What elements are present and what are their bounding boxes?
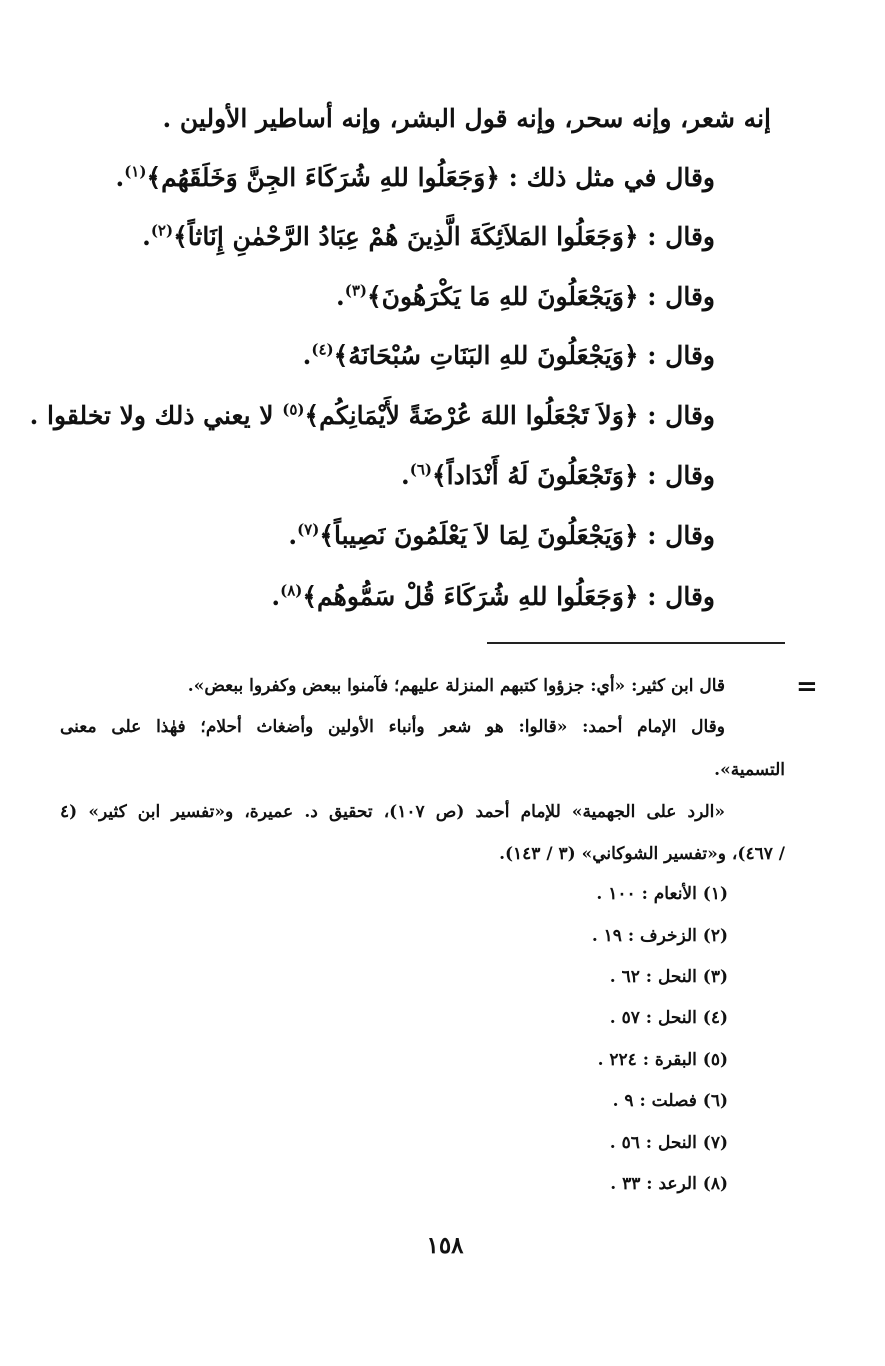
verse-prefix: وقال : bbox=[638, 282, 715, 311]
footnote-ref: (٥) bbox=[282, 400, 305, 419]
footnote-item: (٥) البقرة : ٢٢٤ . bbox=[597, 1050, 728, 1070]
footnote-ref: (٢) bbox=[150, 221, 174, 240]
footnote-ref: (٦) bbox=[409, 460, 432, 479]
page-number: ١٥٨ bbox=[426, 1232, 464, 1259]
verse-suffix: لا يعني ذلك ولا تخلقوا . bbox=[29, 401, 283, 430]
footnote-ref: (٤) bbox=[311, 340, 334, 359]
verse-prefix: وقال : bbox=[638, 521, 715, 550]
verse-line-3 bbox=[336, 282, 715, 311]
quran-quote: ﴿وَجَعَلُوا المَلاَئِكَةَ الَّذِينَ هُمْ عِبَادُ الرَّحْمٰنِ إِنَاثاً﴾ bbox=[173, 222, 639, 251]
footnote-ref: (٧) bbox=[297, 520, 320, 539]
verse-prefix: وقال : bbox=[638, 341, 715, 370]
footnote-item: (٧) النحل : ٥٦ . bbox=[609, 1133, 728, 1153]
verse-prefix: وقال : bbox=[638, 222, 715, 251]
verse-line-6 bbox=[401, 461, 715, 490]
footnote-continuation-line-1: قال ابن كثير: «أي: جزؤوا كتبهم المنزلة عليهم؛ فآمنوا ببعض وكفروا ببعض». bbox=[187, 676, 725, 696]
footnote-reference-line-1: «الرد على الجهمية» للإمام أحمد (ص ١٠٧)، تحقيق د. عميرة، و«تفسير ابن كثير» (٤ bbox=[60, 802, 725, 822]
footnote-divider bbox=[487, 642, 785, 644]
verse-suffix: . bbox=[302, 341, 312, 370]
quran-quote: ﴿وَتَجْعَلُونَ لَهُ أَنْدَاداً﴾ bbox=[431, 461, 639, 490]
verse-prefix: وقال : bbox=[638, 401, 715, 430]
footnote-ref: (١) bbox=[124, 162, 147, 181]
main-text-line-1: إنه شعر، وإنه سحر، وإنه قول البشر، وإنه أساطير الأولين . bbox=[162, 104, 771, 133]
verse-suffix: . bbox=[288, 521, 298, 550]
quran-quote: ﴿وَلاَ تَجْعَلُوا اللهَ عُرْضَةً لأَيْمَانِكُم﴾ bbox=[304, 401, 639, 430]
verse-suffix: . bbox=[271, 582, 281, 611]
footnote-item: (٤) النحل : ٥٧ . bbox=[609, 1008, 728, 1028]
footnote-item: (٢) الزخرف : ١٩ . bbox=[591, 926, 728, 946]
quran-quote: ﴿وَيَجْعَلُونَ للهِ البَنَاتِ سُبْحَانَهُ﴾ bbox=[333, 341, 639, 370]
verse-line-2 bbox=[142, 222, 715, 251]
verse-suffix: . bbox=[142, 222, 151, 251]
verse-line-8 bbox=[271, 582, 715, 611]
quran-quote: ﴿وَيَجْعَلُونَ لِمَا لاَ يَعْلَمُونَ نَصِيباً﴾ bbox=[319, 521, 639, 550]
footnote-item: (٦) فصلت : ٩ . bbox=[612, 1091, 728, 1111]
verse-suffix: . bbox=[400, 461, 410, 490]
quran-quote: ﴿وَيَجْعَلُونَ للهِ مَا يَكْرَهُونَ﴾ bbox=[367, 282, 639, 311]
footnote-continuation-line-2: وقال الإمام أحمد: «قالوا: هو شعر وأنباء الأولين وأضغاث أحلام؛ فهٰذا على معنى bbox=[60, 717, 725, 737]
footnote-continuation-line-3: التسمية». bbox=[714, 760, 785, 780]
verse-suffix: . bbox=[115, 163, 125, 192]
footnote-reference-line-2: / ٤٦٧)، و«تفسير الشوكاني» (٣ / ١٤٣). bbox=[499, 844, 785, 864]
quran-quote: ﴿وَجَعَلُوا للهِ شُرَكَاءَ الجِنَّ وَخَلَقَهُم﴾ bbox=[146, 163, 500, 192]
verse-prefix: وقال : bbox=[638, 582, 715, 611]
footnote-item: (١) الأنعام : ١٠٠ . bbox=[596, 884, 728, 904]
footnote-item: (٣) النحل : ٦٢ . bbox=[609, 967, 728, 987]
footnote-ref: (٣) bbox=[344, 281, 368, 300]
verse-prefix: وقال : bbox=[638, 461, 715, 490]
verse-line-5 bbox=[30, 401, 715, 430]
verse-line-4 bbox=[303, 341, 715, 370]
verse-line-7 bbox=[288, 521, 715, 550]
footnote-continuation-marker: = bbox=[796, 672, 818, 702]
footnote-ref: (٨) bbox=[280, 581, 303, 600]
verse-suffix: . bbox=[336, 282, 345, 311]
verse-prefix: وقال في مثل ذلك : bbox=[499, 163, 715, 192]
quran-quote: ﴿وَجَعَلُوا للهِ شُرَكَاءَ قُلْ سَمُّوهُم﴾ bbox=[302, 582, 639, 611]
verse-line-1 bbox=[115, 163, 715, 192]
footnote-item: (٨) الرعد : ٣٣ . bbox=[610, 1174, 728, 1194]
